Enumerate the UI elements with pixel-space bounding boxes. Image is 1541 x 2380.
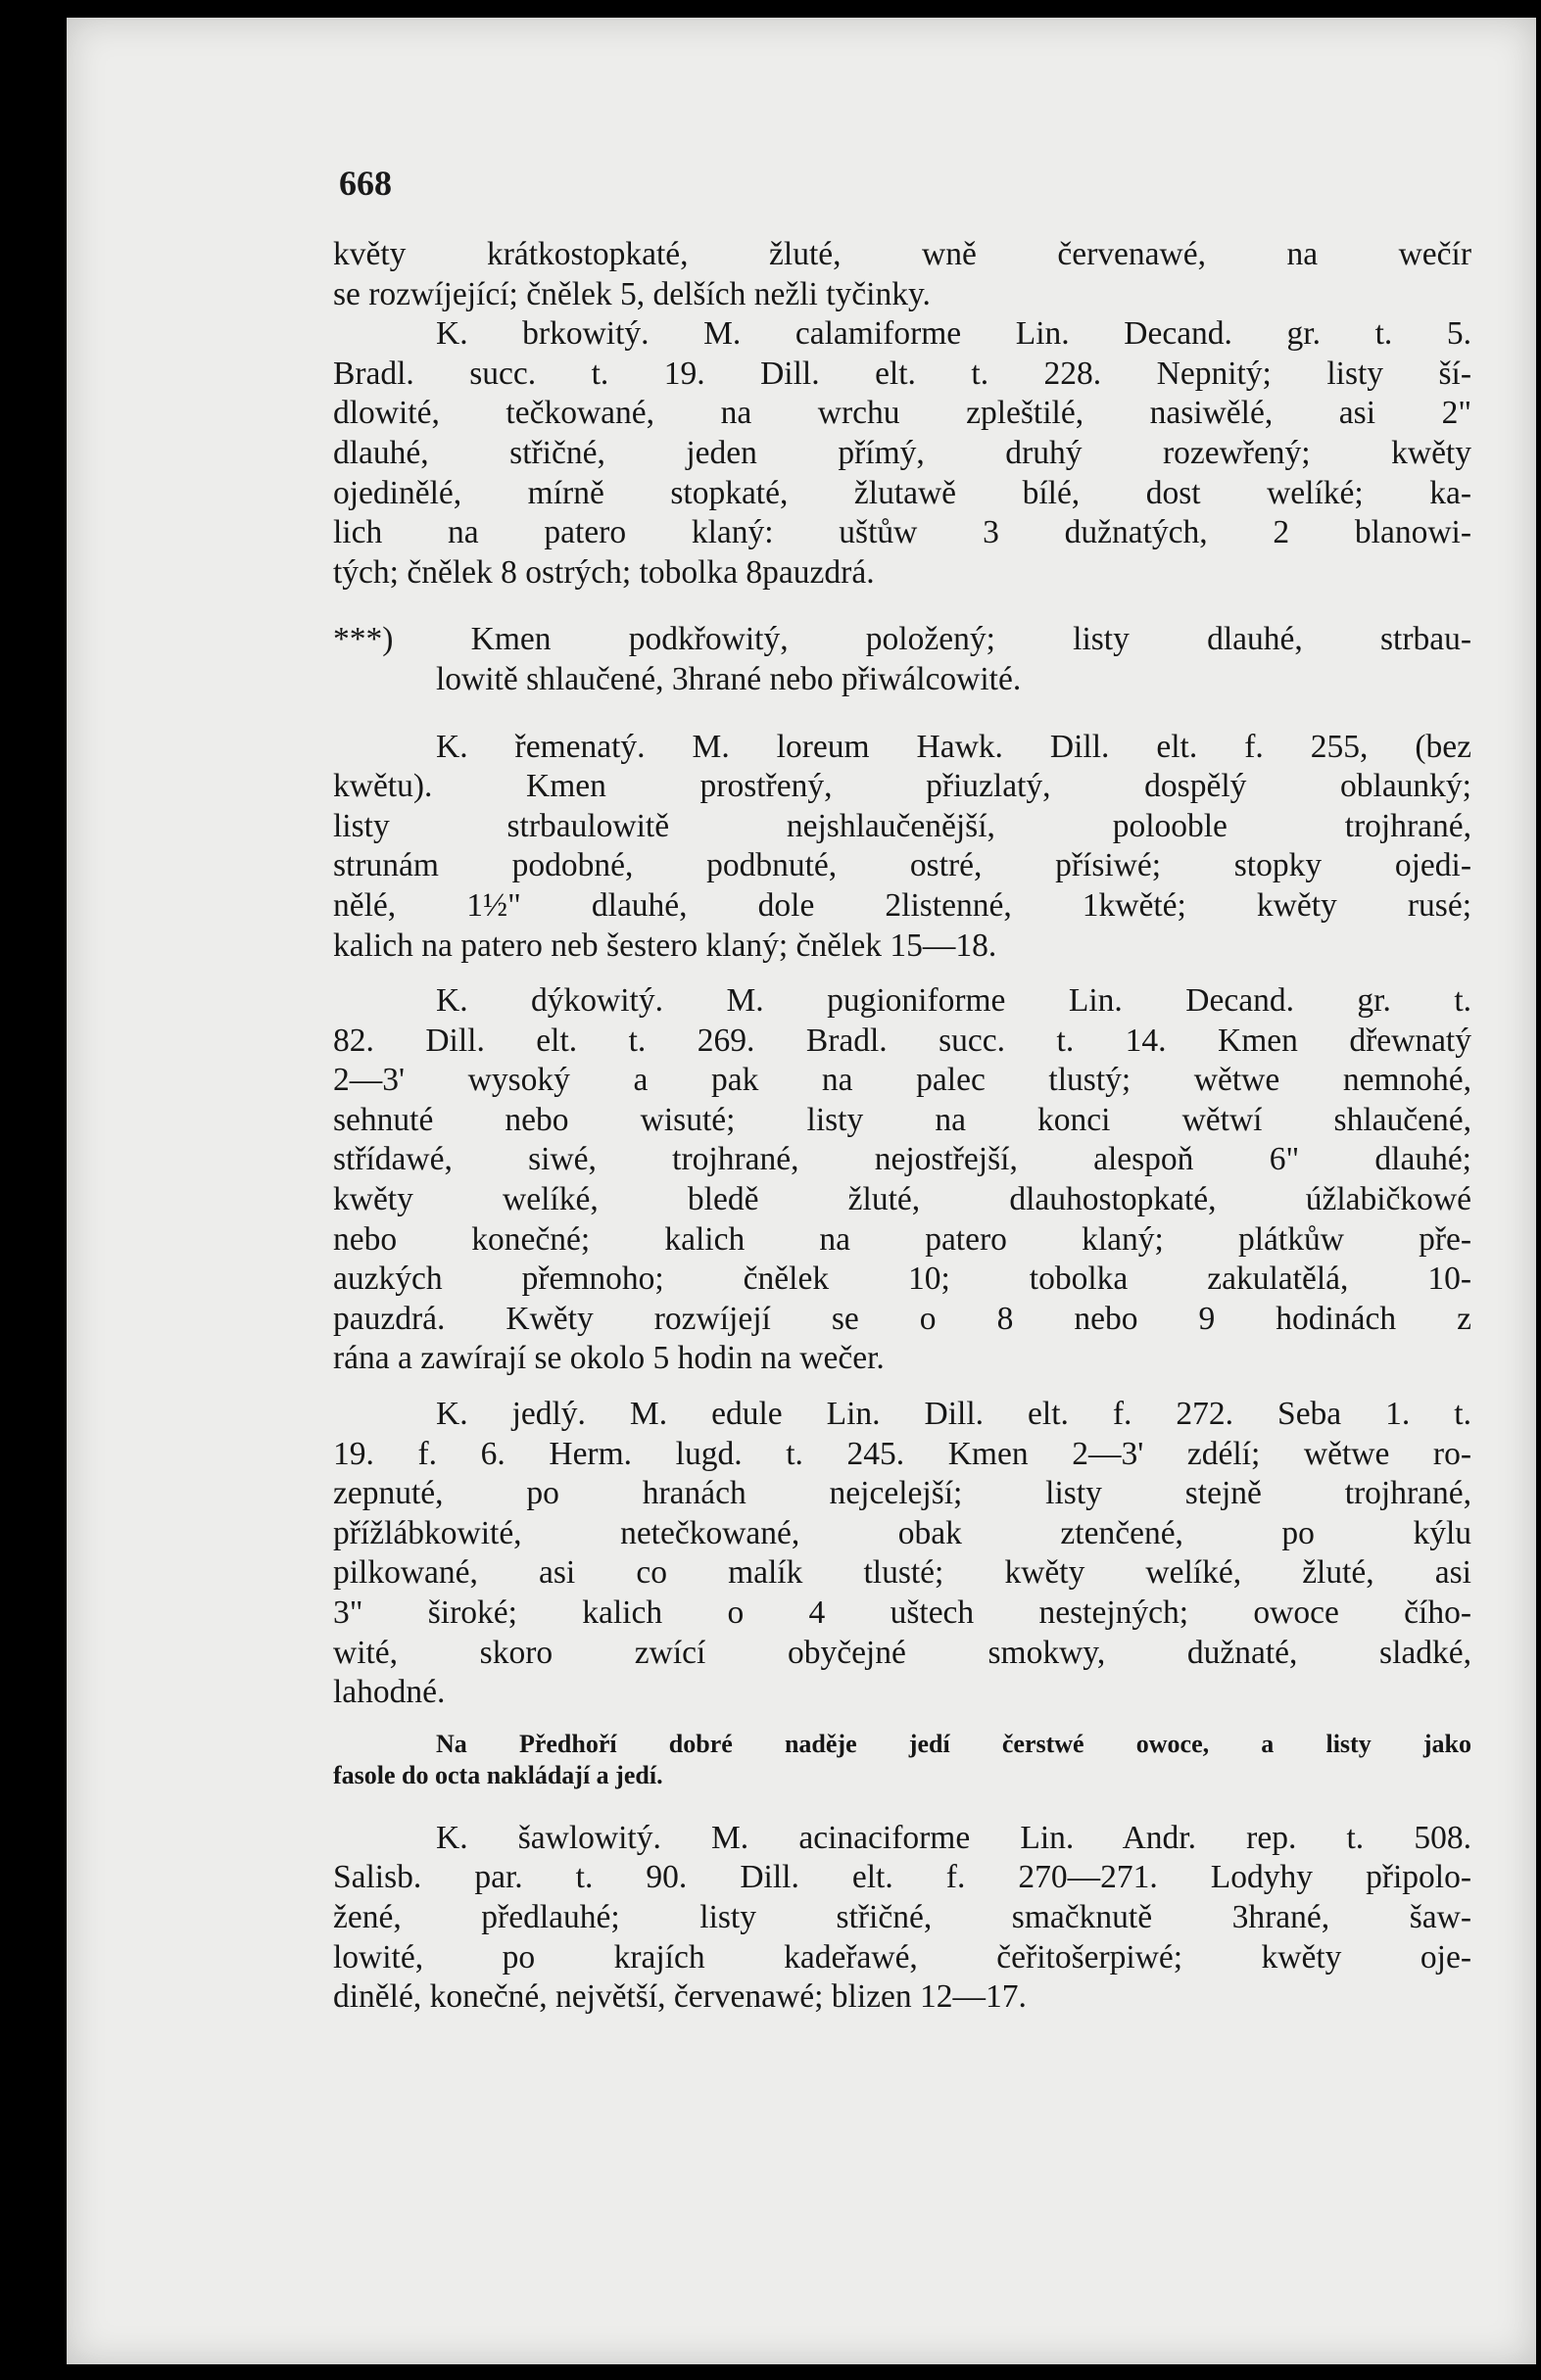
text-line: nebo konečné; kalich na patero klaný; plátkůw pře- (333, 1220, 1471, 1258)
text-line: tých; čnělek 8 ostrých; tobolka 8pauzdrá. (333, 553, 875, 591)
text-line: listy strbaulowitě nejshlaučenější, polooble trojhrané, (333, 807, 1471, 844)
text-line: květy krátkostopkaté, žluté, wně červenawé, na wečír (333, 236, 1471, 272)
text-line: lowité, po krajích kadeřawé, čeřitošerpiwé; kwěty oje- (333, 1938, 1471, 1975)
page-number: 668 (339, 164, 392, 203)
text-line: 19. f. 6. Herm. lugd. t. 245. Kmen 2—3' zdélí; wětwe ro- (333, 1435, 1471, 1472)
species-entry-jedly (333, 1395, 1471, 1713)
species-entry-sawlowity (333, 1819, 1471, 2018)
text-line: lowitě shlaučené, 3hrané nebo přiwálcowité. (436, 660, 1022, 697)
text-line: rána a zawírají se okolo 5 hodin na wečer. (333, 1340, 885, 1377)
section-heading-group (333, 620, 1471, 699)
text-line: pilkowané, asi co malík tlusté; kwěty welíké, žluté, asi (333, 1554, 1471, 1592)
text-line: 82. Dill. elt. t. 269. Bradl. succ. t. 14. Kmen dřewnatý (333, 1022, 1471, 1059)
text-line: ojedinělé, mírně stopkaté, žlutawě bílé, dost welíké; ka- (333, 474, 1471, 511)
text-line: pauzdrá. Kwěty rozwíjejí se o 8 nebo 9 hodinách z (333, 1300, 1471, 1337)
text-line: zepnuté, po hranách nejcelejší; listy stejně trojhrané, (333, 1475, 1471, 1512)
text-line: dlowité, tečkowané, na wrchu zpleštilé, nasiwělé, asi 2" (333, 395, 1471, 432)
species-entry-remenaty (333, 728, 1471, 967)
text-line: auzkých přemnoho; čnělek 10; tobolka zakulatělá, 10- (333, 1261, 1471, 1298)
text-line: kalich na patero neb šestero klaný; čnělek 15—18. (333, 927, 997, 964)
text-line: dlauhé, střičné, jeden přímý, druhý rozewřený; kwěty (333, 434, 1471, 471)
text-line: přížlábkowité, netečkowané, obak ztenčené, po kýlu (333, 1514, 1471, 1551)
text-line: kwěty welíké, bledě žluté, dlauhostopkaté, úžlabičkowé (333, 1181, 1471, 1218)
text-line: nělé, 1½" dlauhé, dole 2listenné, 1kwěté; kwěty rusé; (333, 886, 1471, 924)
text-line: se rozwíjející; čnělek 5, delších nežli tyčinky. (333, 275, 931, 312)
paragraph (333, 235, 1471, 314)
footnote (333, 1729, 1471, 1791)
text-line: fasole do octa nakládají a jedí. (333, 1760, 663, 1789)
text-line: strunám podobné, podbnuté, ostré, přísiwé; stopky ojedi- (333, 847, 1471, 884)
text-line: kwětu). Kmen prostřený, přiuzlatý, dospělý oblaunký; (333, 768, 1471, 805)
text-line: dinělé, konečné, největší, červenawé; blizen 12—17. (333, 1978, 1027, 2016)
species-entry-dykowity (333, 981, 1471, 1379)
scanned-page (67, 18, 1536, 2364)
text-line: K. řemenatý. M. loreum Hawk. Dill. elt. f. 255, (bez (436, 728, 1471, 765)
species-entry-brkowity (333, 314, 1471, 593)
text-line: 2—3' wysoký a pak na palec tlustý; wětwe nemnohé, (333, 1062, 1471, 1099)
text-line: Salisb. par. t. 90. Dill. elt. f. 270—271. Lodyhy připolo- (333, 1859, 1471, 1896)
text-line: K. jedlý. M. edule Lin. Dill. elt. f. 272. Seba 1. t. (436, 1396, 1471, 1433)
text-line: K. šawlowitý. M. acinaciforme Lin. Andr. rep. t. 508. (436, 1819, 1471, 1856)
text-line: ***) Kmen podkřowitý, položený; listy dlauhé, strbau- (333, 621, 1471, 658)
text-line: sehnuté nebo wisuté; listy na konci wětwí shlaučené, (333, 1101, 1471, 1138)
text-line: K. brkowitý. M. calamiforme Lin. Decand. gr. t. 5. (436, 315, 1471, 353)
text-line: wité, skoro zwící obyčejné smokwy, dužnaté, sladké, (333, 1634, 1471, 1671)
text-line: Bradl. succ. t. 19. Dill. elt. t. 228. Nepnitý; listy ší- (333, 355, 1471, 392)
page-text (333, 235, 1471, 2018)
text-line: K. dýkowitý. M. pugioniforme Lin. Decand. gr. t. (436, 982, 1471, 1020)
text-line: lahodné. (333, 1674, 446, 1711)
text-line: Na Předhoří dobré naděje jedí čerstwé owoce, a listy jako (436, 1729, 1471, 1758)
text-line: žené, předlauhé; listy střičné, smačknutě 3hrané, šaw- (333, 1898, 1471, 1935)
text-line: střídawé, siwé, trojhrané, nejostřejší, alespoň 6" dlauhé; (333, 1141, 1471, 1178)
text-line: 3" široké; kalich o 4 uštech nestejných; owoce čího- (333, 1595, 1471, 1631)
text-line: lich na patero klaný: uštůw 3 dužnatých, 2 blanowi- (333, 514, 1471, 551)
